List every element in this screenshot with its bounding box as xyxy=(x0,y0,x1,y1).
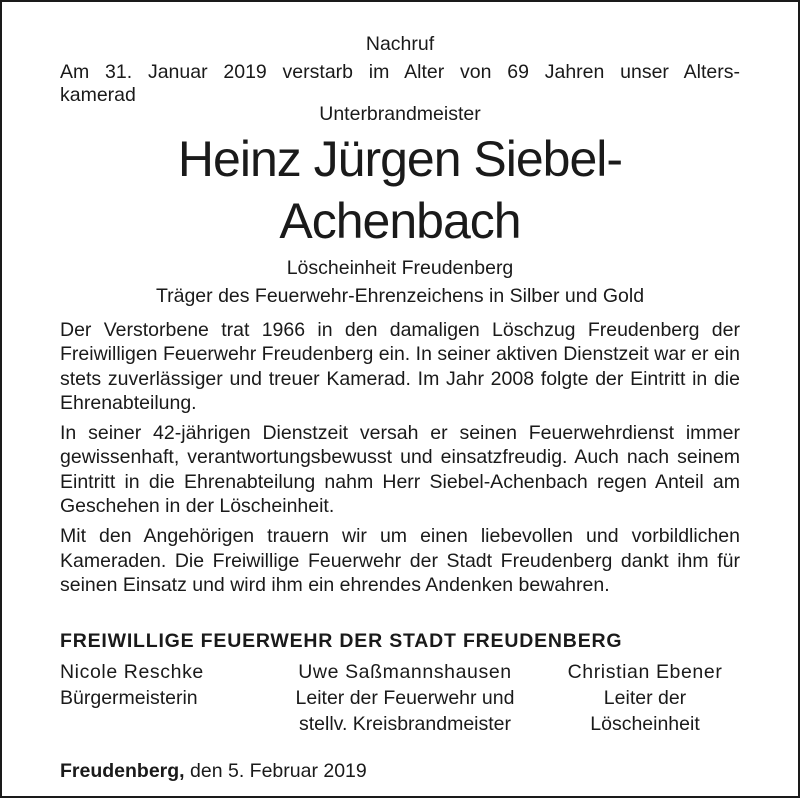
obituary-notice xyxy=(60,30,740,783)
signatory-role: Leiter der xyxy=(603,687,687,710)
signatory-role: Leiter der Feuerwehr und xyxy=(295,687,515,710)
signatory-2 xyxy=(265,659,545,737)
paragraph-3: Mit den Angehörigen trauern wir um einen liebevollen und vorbildlichen Kameraden. Die Freiwillige Feuerwehr der Stadt Freudenberg dankt ihm für seinen Einsatz und wird ihm ein ehrendes Andenken bewahren. xyxy=(60,525,740,596)
signatory-3 xyxy=(550,659,740,737)
signatory-name: Christian Ebener xyxy=(567,661,723,684)
dateline xyxy=(60,759,740,783)
dateline-place: Freudenberg, xyxy=(60,760,185,783)
signatories xyxy=(60,659,740,737)
dateline-date: den 5. Februar 2019 xyxy=(184,760,367,783)
signatory-name: Uwe Saßmannshausen xyxy=(298,661,512,684)
signatory-1 xyxy=(60,659,260,737)
intro-text xyxy=(60,60,740,106)
paragraph-2: In seiner 42-jährigen Dienstzeit versah er seinen Feuerwehrdienst immer gewissenhaft, verantwortungsbewusst und einsatzfreudig. Auch nach seinem Eintritt in die Ehrenabteilung nahm Herr Siebel-Achenbach regen Anteil am Geschehen in der Löscheinheit. xyxy=(60,422,740,518)
deceased-honour: Träger des Feuerwehr-Ehrenzeichens in Silber und Gold xyxy=(155,285,645,307)
paragraph-1: Der Verstorbene trat 1966 in den damaligen Löschzug Freudenberg der Freiwilligen Feuerwehr Freudenberg ein. In seiner aktiven Dienstzeit war er ein stets zuverlässiger und treuer Kamerad. Im Jahr 2008 folgte der Eintritt in die Ehrenabteilung. xyxy=(60,319,740,414)
signatory-role: Bürgermeisterin xyxy=(60,687,198,710)
signatory-name: Nicole Reschke xyxy=(60,661,204,684)
intro-line-1: Am 31. Januar 2019 verstarb im Alter von 69 Jahren unser Alters- xyxy=(60,61,740,83)
deceased-name: Heinz Jürgen Siebel-Achenbach xyxy=(177,131,623,249)
deceased-rank: Unterbrandmeister xyxy=(319,103,481,125)
intro-line-2: kamerad xyxy=(60,84,136,106)
signatory-role-2: Löscheinheit xyxy=(590,713,700,736)
signatory-role-2: stellv. Kreisbrandmeister xyxy=(298,713,512,736)
deceased-unit: Löscheinheit Freudenberg xyxy=(286,257,514,279)
organisation-name: FREIWILLIGE FEUERWEHR DER STADT FREUDENBERG xyxy=(60,630,623,653)
notice-heading: Nachruf xyxy=(365,33,435,55)
